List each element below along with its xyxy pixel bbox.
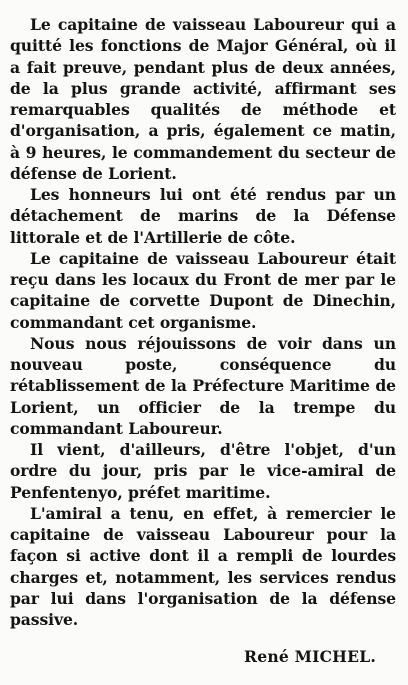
author-signature: René MICHEL. xyxy=(244,647,376,666)
article-body xyxy=(10,14,396,630)
paragraph-reception: Le capitaine de vaisseau Laboureur était reçu dans les locaux du Front de mer par le capitaine de corvette Dupont de Dinechin, commandant cet organisme. xyxy=(10,248,396,332)
paragraph-appointment: Le capitaine de vaisseau Laboureur qui a quitté les fonctions de Major Général, où il a fait preuve, pendant plus de deux années, de la plus grande activité, affirmant ses remarquables qualités de méthode et d'organisation, a pris, également ce matin, à 9 heures, le commandement du secteur de défense de Lorient. xyxy=(10,15,396,183)
paragraph-honours: Les honneurs lui ont été rendus par un détachement de marins de la Défense littorale et de l'Artillerie de côte. xyxy=(10,185,396,247)
paragraph-thanks: L'amiral a tenu, en effet, à remercier le capitaine de vaisseau Laboureur pour la façon si active dont il a rempli de lourdes charges et, notamment, les services rendus par lui dans l'organisation de la défense passive. xyxy=(10,503,396,629)
paragraph-order-of-day: Il vient, d'ailleurs, d'être l'objet, d'un ordre du jour, pris par le vice-amiral de Penfentenyo, préfet maritime. xyxy=(10,440,396,502)
paragraph-rejoicing: Nous nous réjouissons de voir dans un nouveau poste, conséquence du rétablissement de la Préfecture Maritime de Lorient, un officier de la trempe du commandant Laboureur. xyxy=(10,333,396,438)
